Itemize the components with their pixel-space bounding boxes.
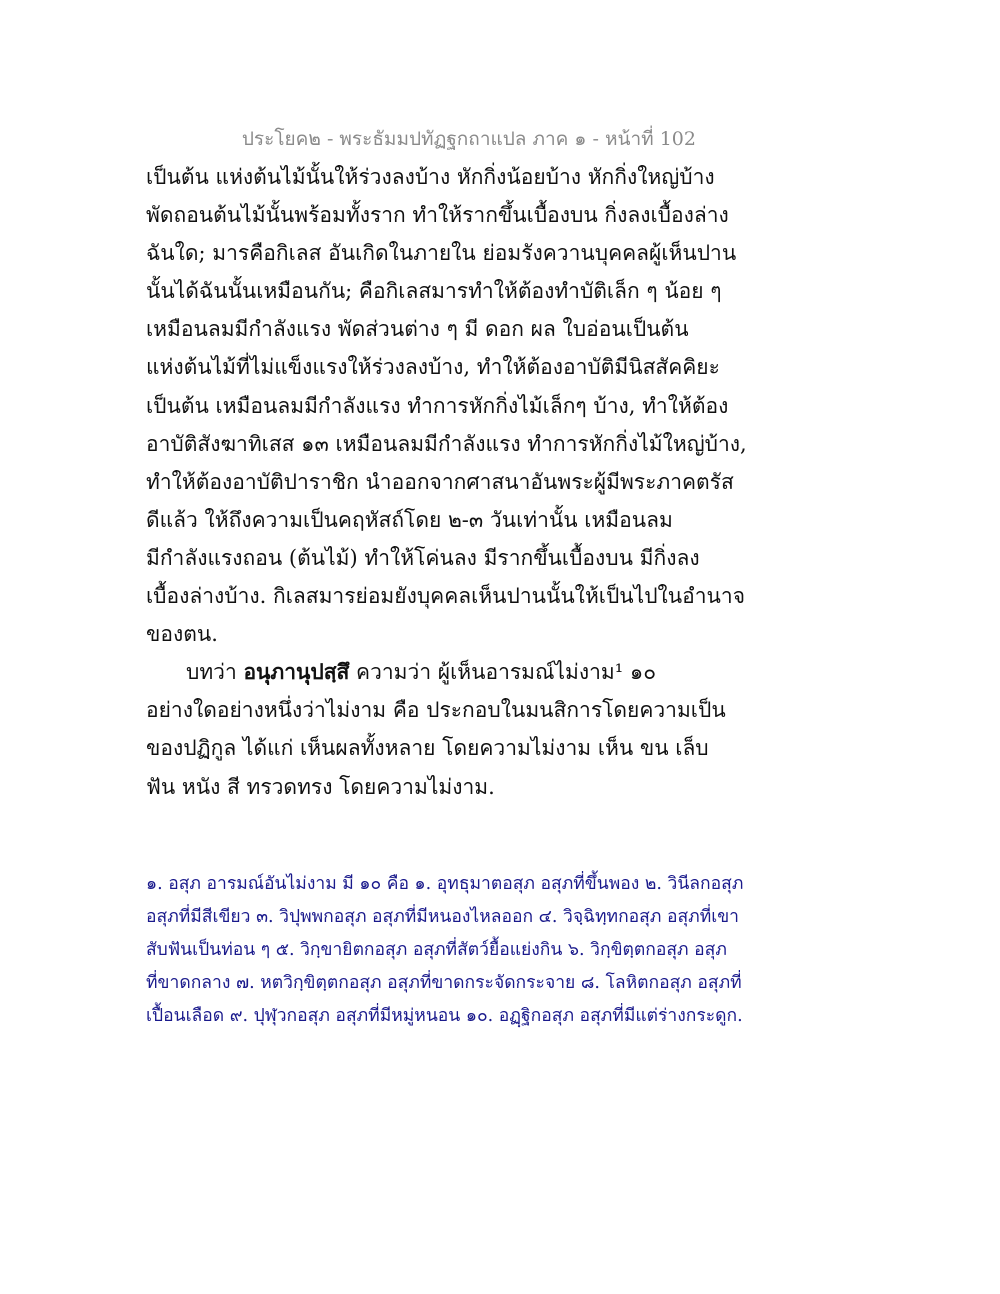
text-line: มีกำลังแรงถอน (ต้นไม้) ทำให้โค่นลง มีรากขึ้นเบื้องบน มีกิ่งลง [146, 545, 700, 570]
explanation-phrase: ความว่า ผู้เห็นอารมณ์ไม่งาม¹ ๑๐ [349, 660, 657, 685]
text-line: ดีแล้ว ให้ถึงความเป็นคฤหัสถ์โดย ๒-๓ วันเท่านั้น เหมือนลม [146, 507, 673, 532]
text-line: เบื้องล่างบ้าง. กิเลสมารย่อมยังบุคคลเห็นปานนั้นให้เป็นไปในอำนาจ [146, 584, 746, 609]
text-line: ของตน. [146, 622, 218, 647]
pali-term: อนุภานุปสฺสึ [243, 659, 350, 685]
footnote-line: สับฟันเป็นท่อน ๆ ๕. วิกฺขายิตกอสุภ อสุภที่สัตว์ยื้อแย่งกิน ๖. วิกฺขิตฺตกอสุภ อสุภ [146, 940, 727, 960]
running-header: ประโยค๒ - พระธัมมปทัฏฐกถาแปล ภาค ๑ - หน้าที่ 102 [241, 128, 696, 150]
text-line: ของปฏิกูล ได้แก่ เห็นผลทั้งหลาย โดยความไม่งาม เห็น ขน เล็บ [146, 736, 709, 761]
text-line: เป็นต้น เหมือนลมมีกำลังแรง ทำการหักกิ่งไม้เล็กๆ บ้าง, ทำให้ต้อง [146, 393, 729, 418]
lead-phrase: บทว่า [186, 660, 244, 685]
text-line: ฉันใด; มารคือกิเลส อันเกิดในภายใน ย่อมรังควานบุคคลผู้เห็นปาน [146, 241, 737, 266]
footnote-block [146, 868, 766, 1033]
text-line-first [146, 653, 716, 691]
paragraph-1 [146, 158, 747, 653]
footnote-line: เปื้อนเลือด ๙. ปุฬุวกอสุภ อสุภที่มีหมู่หนอน ๑๐. อฏฺฐิกอสุภ อสุภที่มีแต่ร่างกระดูก. [146, 1006, 743, 1026]
text-line: ฟัน หนัง สี ทรวดทรง โดยความไม่งาม. [146, 774, 495, 799]
main-text [146, 158, 747, 806]
text-line: พัดถอนต้นไม้นั้นพร้อมทั้งราก ทำให้รากขึ้นเบื้องบน กิ่งลงเบื้องล่าง [146, 203, 729, 228]
text-line: นั้นได้ฉันนั้นเหมือนกัน; คือกิเลสมารทำให้ต้องทำบัติเล็ก ๆ น้อย ๆ [146, 279, 722, 304]
footnote-line: ที่ขาดกลาง ๗. หตวิกฺขิตฺตกอสุภ อสุภที่ขาดกระจัดกระจาย ๘. โลหิตกอสุภ อสุภที่ [146, 973, 742, 993]
footnote-line: อสุภที่มีสีเขียว ๓. วิปุพพกอสุภ อสุภที่มีหนองไหลออก ๔. วิจฺฉิทฺทกอสุภ อสุภที่เขา [146, 907, 740, 927]
paragraph-2 [146, 653, 726, 805]
text-line: อย่างใดอย่างหนึ่งว่าไม่งาม คือ ประกอบในมนสิการโดยความเป็น [146, 698, 726, 723]
text-line: เหมือนลมมีกำลังแรง พัดส่วนต่าง ๆ มี ดอก ผล ใบอ่อนเป็นต้น [146, 317, 689, 342]
text-line: เป็นต้น แห่งต้นไม้นั้นให้ร่วงลงบ้าง หักกิ่งน้อยบ้าง หักกิ่งใหญ่บ้าง [146, 165, 715, 189]
text-line: อาบัติสังฆาทิเสส ๑๓ เหมือนลมมีกำลังแรง ทำการหักกิ่งไม้ใหญ่บ้าง, [146, 431, 747, 456]
footnote-line: ๑. อสุภ อารมณ์อันไม่งาม มี ๑๐ คือ ๑. อุทธุมาตอสุภ อสุภที่ขึ้นพอง ๒. วินีลกอสุภ [146, 874, 744, 894]
text-line: ทำให้ต้องอาบัติปาราชิก นำออกจากศาสนาอันพระผู้มีพระภาคตรัส [146, 469, 734, 494]
text-line: แห่งต้นไม้ที่ไม่แข็งแรงให้ร่วงลงบ้าง, ทำให้ต้องอาบัติมีนิสสัคคิยะ [146, 355, 720, 380]
